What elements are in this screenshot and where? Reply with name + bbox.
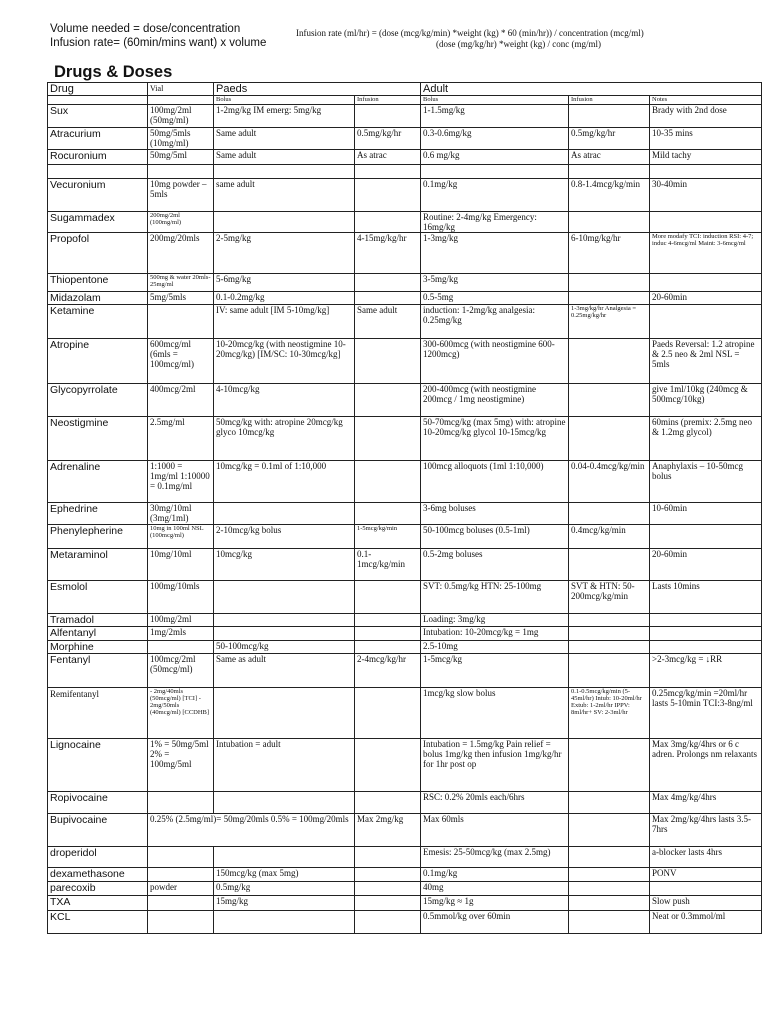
adult-bolus-cell: 1-1.5mg/kg (421, 105, 569, 128)
paeds-infusion-cell: Same adult (355, 305, 421, 339)
adult-infusion-cell (569, 339, 650, 384)
header-vial: Vial (148, 83, 214, 96)
drug-name: Phenylepherine (48, 525, 148, 549)
vial-cell: 1:1000 = 1mg/ml 1:10000 = 0.1mg/ml (148, 461, 214, 503)
adult-infusion-cell: 1-3mg/kg/hr Analgesia = 0.25mg/kg/hr (569, 305, 650, 339)
paeds-infusion-cell: 4-15mg/kg/hr (355, 233, 421, 274)
paeds-bolus-cell: IV: same adult [IM 5-10mg/kg] (214, 305, 355, 339)
adult-infusion-cell: 0.1-0.5mcg/kg/min (5-45ml/hr) Intub: 10-20ml/hr Extub: 1-2ml/hr IPPV: 8ml/hr+ SV: 2-3ml/hr (569, 688, 650, 739)
notes-cell: Max 3mg/kg/4hrs or 6 c adren. Prolongs nm relaxants (650, 739, 762, 792)
adult-bolus-cell: Emesis: 25-50mcg/kg (max 2.5mg) (421, 847, 569, 868)
paeds-bolus-cell: same adult (214, 179, 355, 212)
paeds-infusion-cell (355, 179, 421, 212)
adult-bolus-cell: 3-5mg/kg (421, 274, 569, 292)
adult-infusion-cell: 0.4mcg/kg/min (569, 525, 650, 549)
adult-infusion-cell: 0.8-1.4mcg/kg/min (569, 179, 650, 212)
header-row (48, 83, 762, 96)
adult-bolus-cell: 40mg (421, 882, 569, 896)
paeds-infusion-cell (355, 212, 421, 233)
adult-infusion-cell (569, 212, 650, 233)
adult-infusion-cell (569, 882, 650, 896)
paeds-infusion-cell (355, 292, 421, 305)
header-adult: Adult (421, 83, 762, 96)
drug-name: Neostigmine (48, 417, 148, 461)
paeds-bolus-cell: 1-2mg/kg IM emerg: 5mg/kg (214, 105, 355, 128)
table-row (48, 292, 762, 305)
adult-infusion-cell (569, 503, 650, 525)
paeds-infusion-cell (355, 274, 421, 292)
vial-cell: 5mg/5mls (148, 292, 214, 305)
paeds-infusion-cell (355, 384, 421, 417)
vial-cell: 600mcg/ml (6mls = 100mcg/ml) (148, 339, 214, 384)
paeds-infusion-cell (355, 461, 421, 503)
paeds-bolus-cell: 50-100mcg/kg (214, 641, 355, 654)
infusion-formula: Infusion rate= (60min/mins want) x volume (50, 37, 267, 49)
table-row (48, 233, 762, 274)
table-row (48, 654, 762, 688)
table-row (48, 868, 762, 882)
spacer-row (48, 165, 762, 179)
adult-infusion-cell (569, 549, 650, 581)
drug-name: Thiopentone (48, 274, 148, 292)
table-row (48, 814, 762, 847)
table-row (48, 305, 762, 339)
rate-formula-line2: (dose (mg/kg/hr) *weight (kg) / conc (mg/ml) (436, 39, 601, 49)
drug-table (47, 82, 762, 934)
adult-bolus-cell: 1-3mg/kg (421, 233, 569, 274)
drug-name: parecoxib (48, 882, 148, 896)
paeds-bolus-cell: 10-20mcg/kg (with neostigmine 10-20mcg/kg) [IM/SC: 10-30mcg/kg] (214, 339, 355, 384)
adult-bolus-cell: 1-5mcg/kg (421, 654, 569, 688)
adult-bolus-cell: 1mcg/kg slow bolus (421, 688, 569, 739)
paeds-bolus-cell: 10mcg/kg = 0.1ml of 1:10,000 (214, 461, 355, 503)
adult-infusion-cell (569, 274, 650, 292)
notes-cell: 60mins (premix: 2.5mg neo & 1.2mg glycol) (650, 417, 762, 461)
drug-name: Tramadol (48, 614, 148, 627)
table-row (48, 417, 762, 461)
adult-infusion-cell: SVT & HTN: 50-200mcg/kg/min (569, 581, 650, 614)
drug-name: Rocuronium (48, 150, 148, 165)
drug-name: Morphine (48, 641, 148, 654)
paeds-infusion-cell (355, 105, 421, 128)
table-row (48, 179, 762, 212)
paeds-bolus-cell (214, 614, 355, 627)
drug-name: KCL (48, 911, 148, 934)
vial-cell (148, 896, 214, 911)
subheader-notes: Notes (650, 96, 762, 105)
adult-infusion-cell (569, 792, 650, 814)
drug-name: Lignocaine (48, 739, 148, 792)
vial-cell: 500mg & water 20mls-25mg/ml (148, 274, 214, 292)
paeds-bolus-cell: Same as adult (214, 654, 355, 688)
paeds-infusion-cell: 0.1-1mcg/kg/min (355, 549, 421, 581)
paeds-bolus-cell: 2-10mcg/kg bolus (214, 525, 355, 549)
notes-cell (650, 614, 762, 627)
notes-cell: 0.25mcg/kg/min =20ml/hr lasts 5-10min TCI:3-8ng/ml (650, 688, 762, 739)
paeds-infusion-cell (355, 688, 421, 739)
drug-name: Atropine (48, 339, 148, 384)
vial-cell (148, 868, 214, 882)
vial-cell: 30mg/10ml (3mg/1ml) (148, 503, 214, 525)
adult-bolus-cell: Intubation = 1.5mg/kg Pain relief = bolus 1mg/kg then infusion 1mg/kg/hr for 1hr post op (421, 739, 569, 792)
paeds-infusion-cell (355, 627, 421, 641)
subheader-paeds-bolus: Bolus (214, 96, 355, 105)
adult-bolus-cell: 15mg/kg ≈ 1g (421, 896, 569, 911)
adult-bolus-cell: RSC: 0.2% 20mls each/6hrs (421, 792, 569, 814)
paeds-bolus-cell: 0.5mg/kg (214, 882, 355, 896)
paeds-infusion-cell (355, 911, 421, 934)
drug-name: Sux (48, 105, 148, 128)
volume-formula: Volume needed = dose/concentration (50, 23, 241, 35)
paeds-bolus-cell: 150mcg/kg (max 5mg) (214, 868, 355, 882)
vial-cell: 50mg/5mls (10mg/ml) (148, 128, 214, 150)
adult-bolus-cell: 50-100mcg boluses (0.5-1ml) (421, 525, 569, 549)
vial-cell: 50mg/5ml (148, 150, 214, 165)
vial-cell: 200mg/2ml (100mg/ml) (148, 212, 214, 233)
drug-name: Atracurium (48, 128, 148, 150)
paeds-infusion-cell (355, 882, 421, 896)
paeds-bolus-cell (214, 503, 355, 525)
adult-bolus-cell: Max 60mls (421, 814, 569, 847)
notes-cell: give 1ml/10kg (240mcg & 500mcg/10kg) (650, 384, 762, 417)
vial-cell: 0.25% (2.5mg/ml)= 50mg/20mls 0.5% = 100mg/20mls (148, 814, 355, 847)
table-row (48, 274, 762, 292)
table-row (48, 688, 762, 739)
vial-cell (148, 305, 214, 339)
paeds-bolus-cell (214, 627, 355, 641)
vial-cell (148, 641, 214, 654)
subheader-adult-bolus: Bolus (421, 96, 569, 105)
table-row (48, 581, 762, 614)
adult-bolus-cell: 0.5-5mg (421, 292, 569, 305)
paeds-infusion-cell: 0.5mg/kg/hr (355, 128, 421, 150)
paeds-bolus-cell (214, 792, 355, 814)
header-paeds: Paeds (214, 83, 421, 96)
vial-cell: 100mg/2ml (148, 614, 214, 627)
adult-infusion-cell (569, 847, 650, 868)
notes-cell: Anaphylaxis – 10-50mcg bolus (650, 461, 762, 503)
notes-cell (650, 305, 762, 339)
vial-cell: 10mg powder – 5mls (148, 179, 214, 212)
vial-cell (148, 847, 214, 868)
paeds-bolus-cell (214, 212, 355, 233)
notes-cell (650, 274, 762, 292)
table-row (48, 792, 762, 814)
vial-cell: 100mg/10mls (148, 581, 214, 614)
table-row (48, 882, 762, 896)
adult-bolus-cell: Intubation: 10-20mcg/kg = 1mg (421, 627, 569, 641)
paeds-bolus-cell: 15mg/kg (214, 896, 355, 911)
vial-cell: - 2mg/40mls (50mcg/ml) [TCI] - 2mg/50mls (40mcg/ml) [CCDHB] (148, 688, 214, 739)
drug-name: dexamethasone (48, 868, 148, 882)
paeds-bolus-cell: Same adult (214, 150, 355, 165)
adult-bolus-cell: 0.1mg/kg (421, 179, 569, 212)
paeds-bolus-cell: 5-6mg/kg (214, 274, 355, 292)
vial-cell: 400mcg/2ml (148, 384, 214, 417)
adult-infusion-cell (569, 627, 650, 641)
table-row (48, 641, 762, 654)
notes-cell: Max 2mg/kg/4hrs lasts 3.5-7hrs (650, 814, 762, 847)
notes-cell: Max 4mg/kg/4hrs (650, 792, 762, 814)
table-row (48, 739, 762, 792)
vial-cell: 1% = 50mg/5ml 2% = 100mg/5ml (148, 739, 214, 792)
paeds-bolus-cell: 4-10mcg/kg (214, 384, 355, 417)
drug-name: Glycopyrrolate (48, 384, 148, 417)
table-row (48, 896, 762, 911)
adult-infusion-cell (569, 641, 650, 654)
paeds-infusion-cell (355, 868, 421, 882)
header-drug: Drug (48, 83, 148, 96)
adult-infusion-cell: 6-10mg/kg/hr (569, 233, 650, 274)
adult-infusion-cell (569, 292, 650, 305)
notes-cell: a-blocker lasts 4hrs (650, 847, 762, 868)
adult-bolus-cell: 0.1mg/kg (421, 868, 569, 882)
drug-name: Fentanyl (48, 654, 148, 688)
notes-cell: Neat or 0.3mmol/ml (650, 911, 762, 934)
adult-infusion-cell: 0.04-0.4mcg/kg/min (569, 461, 650, 503)
drug-name: Ropivocaine (48, 792, 148, 814)
drug-name: Esmolol (48, 581, 148, 614)
notes-cell: 10-35 mins (650, 128, 762, 150)
rate-formula (296, 28, 644, 50)
adult-bolus-cell: induction: 1-2mg/kg analgesia: 0.25mg/kg (421, 305, 569, 339)
paeds-infusion-cell (355, 417, 421, 461)
table-row (48, 911, 762, 934)
paeds-bolus-cell: 2-5mg/kg (214, 233, 355, 274)
subheader-paeds-infusion: Infusion (355, 96, 421, 105)
adult-bolus-cell: 0.6 mg/kg (421, 150, 569, 165)
adult-bolus-cell: Routine: 2-4mg/kg Emergency: 16mg/kg (421, 212, 569, 233)
drug-name: droperidol (48, 847, 148, 868)
drug-name: TXA (48, 896, 148, 911)
drug-name: Metaraminol (48, 549, 148, 581)
drug-name: Midazolam (48, 292, 148, 305)
adult-infusion-cell (569, 911, 650, 934)
drug-name: Remifentanyl (48, 688, 148, 739)
table-row (48, 339, 762, 384)
drug-name: Propofol (48, 233, 148, 274)
adult-bolus-cell: 200-400mcg (with neostigmine 200mcg / 1mg neostigmine) (421, 384, 569, 417)
vial-cell: 200mg/20mls (148, 233, 214, 274)
adult-infusion-cell (569, 105, 650, 128)
paeds-infusion-cell (355, 739, 421, 792)
adult-bolus-cell: Loading: 3mg/kg (421, 614, 569, 627)
paeds-infusion-cell (355, 581, 421, 614)
adult-infusion-cell (569, 654, 650, 688)
adult-infusion-cell (569, 417, 650, 461)
adult-bolus-cell: 0.5-2mg boluses (421, 549, 569, 581)
vial-cell (148, 792, 214, 814)
adult-bolus-cell: 0.3-0.6mg/kg (421, 128, 569, 150)
adult-infusion-cell (569, 896, 650, 911)
table-row (48, 128, 762, 150)
paeds-infusion-cell (355, 339, 421, 384)
subheader-row (48, 96, 762, 105)
notes-cell (650, 882, 762, 896)
notes-cell: Mild tachy (650, 150, 762, 165)
adult-infusion-cell (569, 384, 650, 417)
vial-cell: 100mcg/2ml (50mcg/ml) (148, 654, 214, 688)
page-title: Drugs & Doses (54, 63, 173, 81)
paeds-infusion-cell (355, 896, 421, 911)
adult-bolus-cell: 50-70mcg/kg (max 5mg) with: atropine 10-20mcg/kg glycol 10-15mcg/kg (421, 417, 569, 461)
drug-name: Vecuronium (48, 179, 148, 212)
paeds-bolus-cell (214, 847, 355, 868)
table-row (48, 212, 762, 233)
drug-name: Ephedrine (48, 503, 148, 525)
table-row (48, 503, 762, 525)
adult-infusion-cell (569, 814, 650, 847)
formula-block (50, 22, 266, 50)
vial-cell: 100mg/2ml (50mg/ml) (148, 105, 214, 128)
adult-bolus-cell: 0.5mmol/kg over 60min (421, 911, 569, 934)
paeds-bolus-cell: Same adult (214, 128, 355, 150)
paeds-infusion-cell (355, 614, 421, 627)
notes-cell (650, 641, 762, 654)
drug-name: Adrenaline (48, 461, 148, 503)
notes-cell: Lasts 10mins (650, 581, 762, 614)
drug-name: Alfentanyl (48, 627, 148, 641)
table-row (48, 549, 762, 581)
table-row (48, 150, 762, 165)
table-row (48, 461, 762, 503)
table-row (48, 105, 762, 128)
paeds-infusion-cell: 2-4mcg/kg/hr (355, 654, 421, 688)
paeds-infusion-cell (355, 503, 421, 525)
adult-bolus-cell: 2.5-10mg (421, 641, 569, 654)
adult-infusion-cell: As atrac (569, 150, 650, 165)
notes-cell: 10-60min (650, 503, 762, 525)
vial-cell: 10mg/10ml (148, 549, 214, 581)
paeds-infusion-cell: 1-5mcg/kg/min (355, 525, 421, 549)
table-row (48, 847, 762, 868)
notes-cell: >2-3mcg/kg = ↓RR (650, 654, 762, 688)
paeds-infusion-cell (355, 641, 421, 654)
paeds-bolus-cell: 0.1-0.2mg/kg (214, 292, 355, 305)
subheader-adult-infusion: Infusion (569, 96, 650, 105)
paeds-infusion-cell (355, 847, 421, 868)
notes-cell: 20-60min (650, 292, 762, 305)
adult-infusion-cell: 0.5mg/kg/hr (569, 128, 650, 150)
notes-cell (650, 212, 762, 233)
paeds-bolus-cell: 10mcg/kg (214, 549, 355, 581)
drug-name: Sugammadex (48, 212, 148, 233)
paeds-infusion-cell: As atrac (355, 150, 421, 165)
notes-cell (650, 627, 762, 641)
notes-cell: More modafy TCI: induction RSI: 4-7; induc 4-6mcg/ml Maint: 3-6mcg/ml (650, 233, 762, 274)
adult-bolus-cell: 3-6mg boluses (421, 503, 569, 525)
notes-cell: PONV (650, 868, 762, 882)
paeds-bolus-cell: Max 2mg/kg (355, 814, 421, 847)
adult-infusion-cell (569, 739, 650, 792)
adult-bolus-cell: 300-600mcg (with neostigmine 600-1200mcg) (421, 339, 569, 384)
vial-cell (148, 911, 214, 934)
paeds-bolus-cell: Intubation = adult (214, 739, 355, 792)
drug-name: Ketamine (48, 305, 148, 339)
paeds-infusion-cell (355, 792, 421, 814)
table-row (48, 525, 762, 549)
adult-infusion-cell (569, 614, 650, 627)
vial-cell: 1mg/2mls (148, 627, 214, 641)
table-row (48, 627, 762, 641)
notes-cell: 20-60min (650, 549, 762, 581)
notes-cell: Slow push (650, 896, 762, 911)
notes-cell: 30-40min (650, 179, 762, 212)
paeds-bolus-cell (214, 581, 355, 614)
adult-infusion-cell (569, 868, 650, 882)
table-row (48, 384, 762, 417)
vial-cell: 10mg in 100ml NSL (100mcg/ml) (148, 525, 214, 549)
drug-name: Bupivocaine (48, 814, 148, 847)
adult-bolus-cell: 100mcg alloquots (1ml 1:10,000) (421, 461, 569, 503)
vial-cell: 2.5mg/ml (148, 417, 214, 461)
paeds-bolus-cell (214, 911, 355, 934)
vial-cell: powder (148, 882, 214, 896)
rate-formula-line1: Infusion rate (ml/hr) = (dose (mcg/kg/min) *weight (kg) * 60 (min/hr)) / concentration (mcg/ml) (296, 28, 644, 38)
paeds-bolus-cell (214, 688, 355, 739)
notes-cell (650, 525, 762, 549)
paeds-bolus-cell: 50mcg/kg with: atropine 20mcg/kg glyco 10mcg/kg (214, 417, 355, 461)
table-row (48, 614, 762, 627)
adult-bolus-cell: SVT: 0.5mg/kg HTN: 25-100mg (421, 581, 569, 614)
notes-cell: Paeds Reversal: 1.2 atropine & 2.5 neo & 2ml NSL = 5mls (650, 339, 762, 384)
notes-cell: Brady with 2nd dose (650, 105, 762, 128)
